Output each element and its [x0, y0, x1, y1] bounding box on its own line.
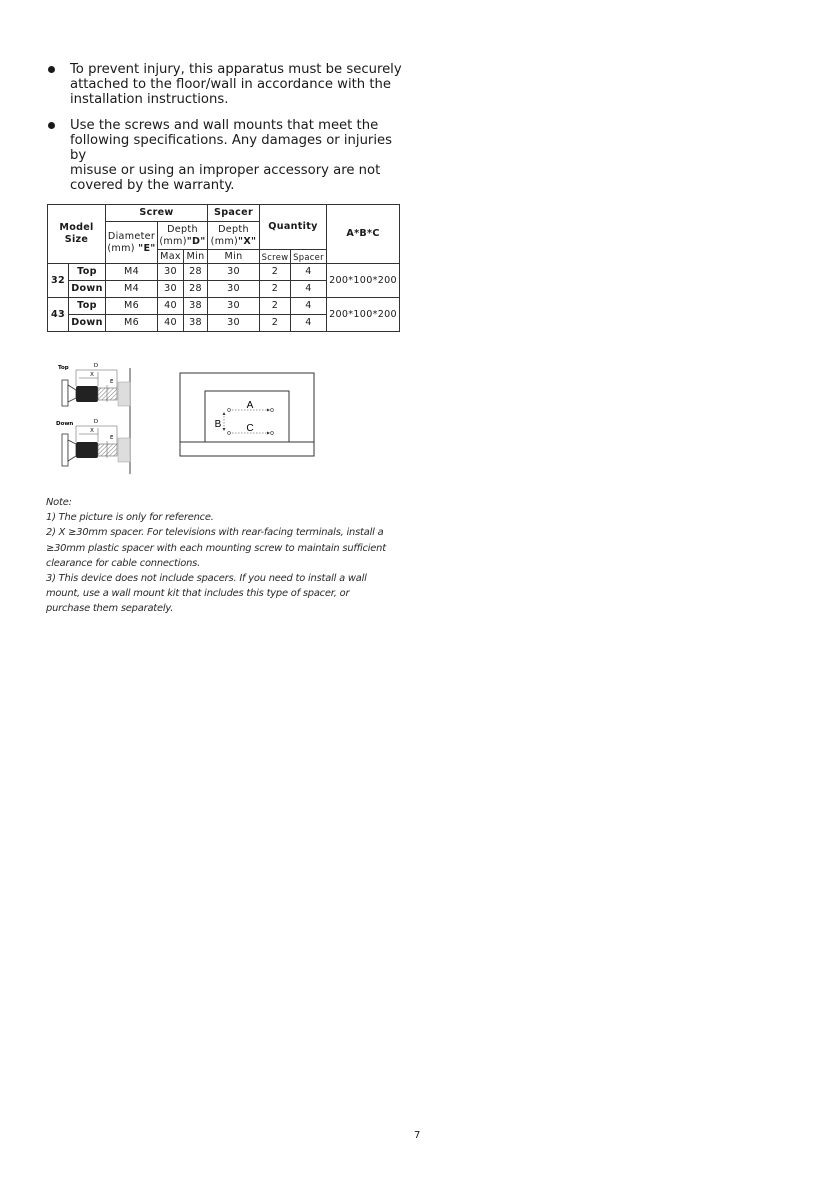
- screw-top-figure: [58, 363, 130, 406]
- cell-qty-spacer: 4: [291, 298, 327, 315]
- label-e-top: E: [110, 379, 114, 385]
- header-min: Min: [184, 250, 208, 264]
- cell-qty-screw: 2: [260, 281, 291, 298]
- label-down: Down: [56, 421, 74, 427]
- depth-d-code: "D": [186, 235, 206, 247]
- header-qty-screw: Screw: [260, 250, 291, 264]
- cell-diameter: M4: [106, 264, 158, 281]
- cell-qty-screw: 2: [260, 298, 291, 315]
- note-line: 2) X ≥30mm spacer. For televisions with rear-facing terminals, install a: [46, 527, 384, 539]
- header-model-size: Model Size: [48, 205, 106, 264]
- table-row: [48, 264, 400, 281]
- cell-position: Top: [69, 298, 106, 315]
- bullet-dot-icon: [48, 66, 55, 73]
- table-row: [48, 298, 400, 315]
- label-b: B: [214, 419, 222, 430]
- spec-table: [47, 204, 400, 332]
- bullet-line: installation instructions.: [70, 92, 229, 108]
- screw-thread: [98, 444, 117, 456]
- cell-spacer-min: 30: [208, 298, 260, 315]
- cell-position: Down: [69, 281, 106, 298]
- header-depth-d: [158, 222, 208, 250]
- note-line: purchase them separately.: [46, 603, 174, 615]
- label-d-top: D: [93, 363, 99, 369]
- depth-x-code: "X": [238, 235, 257, 247]
- header-depth-x: [208, 222, 260, 250]
- cell-max: 30: [158, 281, 184, 298]
- notes-block: [46, 495, 396, 617]
- label-a: A: [246, 400, 254, 411]
- page-number: 7: [414, 1130, 421, 1141]
- cell-diameter: M6: [106, 315, 158, 332]
- cell-qty-spacer: 4: [291, 315, 327, 332]
- cell-max: 40: [158, 315, 184, 332]
- cell-max: 30: [158, 264, 184, 281]
- cell-spacer-min: 30: [208, 315, 260, 332]
- spacer-block: [76, 442, 98, 458]
- cell-diameter: M4: [106, 281, 158, 298]
- label-c: C: [246, 423, 254, 434]
- bullet-line: misuse or using an improper accessory are not: [70, 163, 381, 179]
- cell-max: 40: [158, 298, 184, 315]
- bullet-line: Use the screws and wall mounts that meet the: [70, 117, 379, 133]
- cell-position: Down: [69, 315, 106, 332]
- cell-qty-spacer: 4: [291, 281, 327, 298]
- bullet-line: following specifications. Any damages or injuries by: [70, 132, 392, 164]
- depth-d-label: Depth (mm): [159, 223, 198, 247]
- cell-qty-screw: 2: [260, 315, 291, 332]
- header-max: Max: [158, 250, 184, 264]
- mount-area: [205, 391, 289, 442]
- cell-min: 28: [184, 281, 208, 298]
- label-e-down: E: [110, 435, 114, 441]
- header-diameter: [106, 222, 158, 264]
- bullet-line: attached to the floor/wall in accordance with the: [70, 77, 391, 93]
- screw-thread: [98, 388, 117, 400]
- wall-mount-diagram: [179, 372, 316, 458]
- cell-min: 38: [184, 315, 208, 332]
- bullet-line: To prevent injury, this apparatus must be securely: [70, 62, 402, 77]
- bullet-line: covered by the warranty.: [70, 178, 235, 194]
- label-x-down: X: [90, 428, 94, 434]
- cell-qty-screw: 2: [260, 264, 291, 281]
- note-line: Note:: [46, 497, 72, 508]
- depth-x-label: Depth (mm): [210, 223, 249, 247]
- instruction-bullets: [44, 62, 404, 204]
- cell-diameter: M6: [106, 298, 158, 315]
- cell-position: Top: [69, 264, 106, 281]
- label-top: Top: [58, 365, 69, 371]
- cell-spacer-min: 30: [208, 281, 260, 298]
- spacer-block: [76, 386, 98, 402]
- header-qty-spacer: Spacer: [291, 250, 327, 264]
- cell-size: 32: [48, 264, 69, 298]
- header-spacer: Spacer: [208, 205, 260, 222]
- bullet-item: [44, 118, 404, 194]
- screw-spacer-diagram: [50, 358, 140, 476]
- screw-down-figure: [56, 419, 130, 466]
- note-line: mount, use a wall mount kit that includes this type of spacer, or: [46, 588, 350, 600]
- header-quantity: Quantity: [260, 205, 327, 250]
- cell-spacer-min: 30: [208, 264, 260, 281]
- cell-abc: 200*100*200: [327, 298, 400, 332]
- header-abc: A*B*C: [327, 205, 400, 264]
- diameter-label: Diameter (mm): [107, 230, 156, 254]
- cell-qty-spacer: 4: [291, 264, 327, 281]
- bullet-dot-icon: [48, 122, 55, 129]
- header-spacer-min: Min: [208, 250, 260, 264]
- note-line: clearance for cable connections.: [46, 557, 201, 569]
- cell-min: 38: [184, 298, 208, 315]
- header-screw: Screw: [106, 205, 208, 222]
- label-d-down: D: [93, 419, 99, 425]
- label-x-top: X: [90, 372, 94, 378]
- note-line: 3) This device does not include spacers. If you need to install a wall: [46, 573, 367, 585]
- bullet-item: [44, 62, 404, 108]
- cell-abc: 200*100*200: [327, 264, 400, 298]
- diameter-code: "E": [138, 242, 156, 254]
- note-line: 1) The picture is only for reference.: [46, 512, 214, 524]
- note-line: ≥30mm plastic spacer with each mounting screw to maintain sufficient: [46, 542, 386, 554]
- cell-size: 43: [48, 298, 69, 332]
- cell-min: 28: [184, 264, 208, 281]
